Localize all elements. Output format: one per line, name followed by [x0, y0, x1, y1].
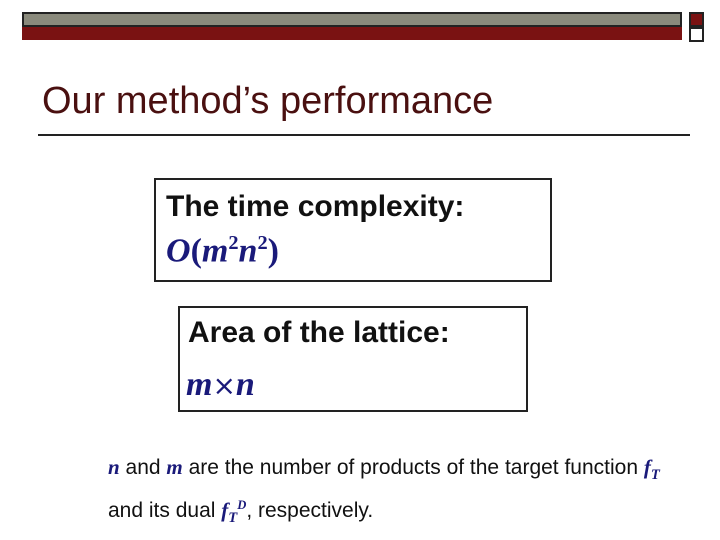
header-bar-gray	[22, 12, 682, 27]
title-underline	[38, 134, 690, 136]
note-and: and	[119, 456, 167, 479]
formula-open-paren: (	[190, 232, 202, 270]
slide-title: Our method’s performance	[42, 80, 494, 122]
note-text-2: and its dual	[108, 499, 222, 523]
area-times: ×	[212, 369, 236, 402]
formula-exp-m: 2	[228, 232, 239, 254]
note-text-3: , respectively.	[246, 499, 374, 523]
note-sub-T2: T	[228, 510, 238, 527]
note-sup-D: D	[237, 498, 247, 513]
note-var-f2: f	[221, 498, 229, 523]
lattice-area-box	[178, 306, 528, 412]
formula-m: m	[201, 232, 229, 270]
note-var-n: n	[108, 455, 120, 479]
area-n: n	[235, 366, 255, 403]
lattice-area-formula	[186, 366, 255, 404]
formula-close-paren: )	[267, 232, 279, 270]
note-var-f: f	[643, 455, 651, 479]
lattice-area-label: Area of the lattice:	[188, 316, 450, 349]
header-bar-red	[22, 27, 682, 40]
header-square-white	[689, 27, 704, 42]
time-complexity-box	[154, 178, 552, 282]
area-m: m	[186, 366, 213, 403]
header-square-red	[689, 12, 704, 27]
note-text-1: are the number of products of the target function	[182, 456, 644, 479]
formula-O: O	[166, 232, 191, 270]
note-sub-T: T	[650, 467, 660, 484]
footnote-text	[108, 452, 668, 533]
formula-exp-n: 2	[257, 232, 268, 254]
time-complexity-label: The time complexity:	[166, 190, 465, 223]
formula-n: n	[238, 232, 258, 270]
time-complexity-formula	[166, 232, 279, 270]
note-var-m: m	[166, 455, 183, 479]
